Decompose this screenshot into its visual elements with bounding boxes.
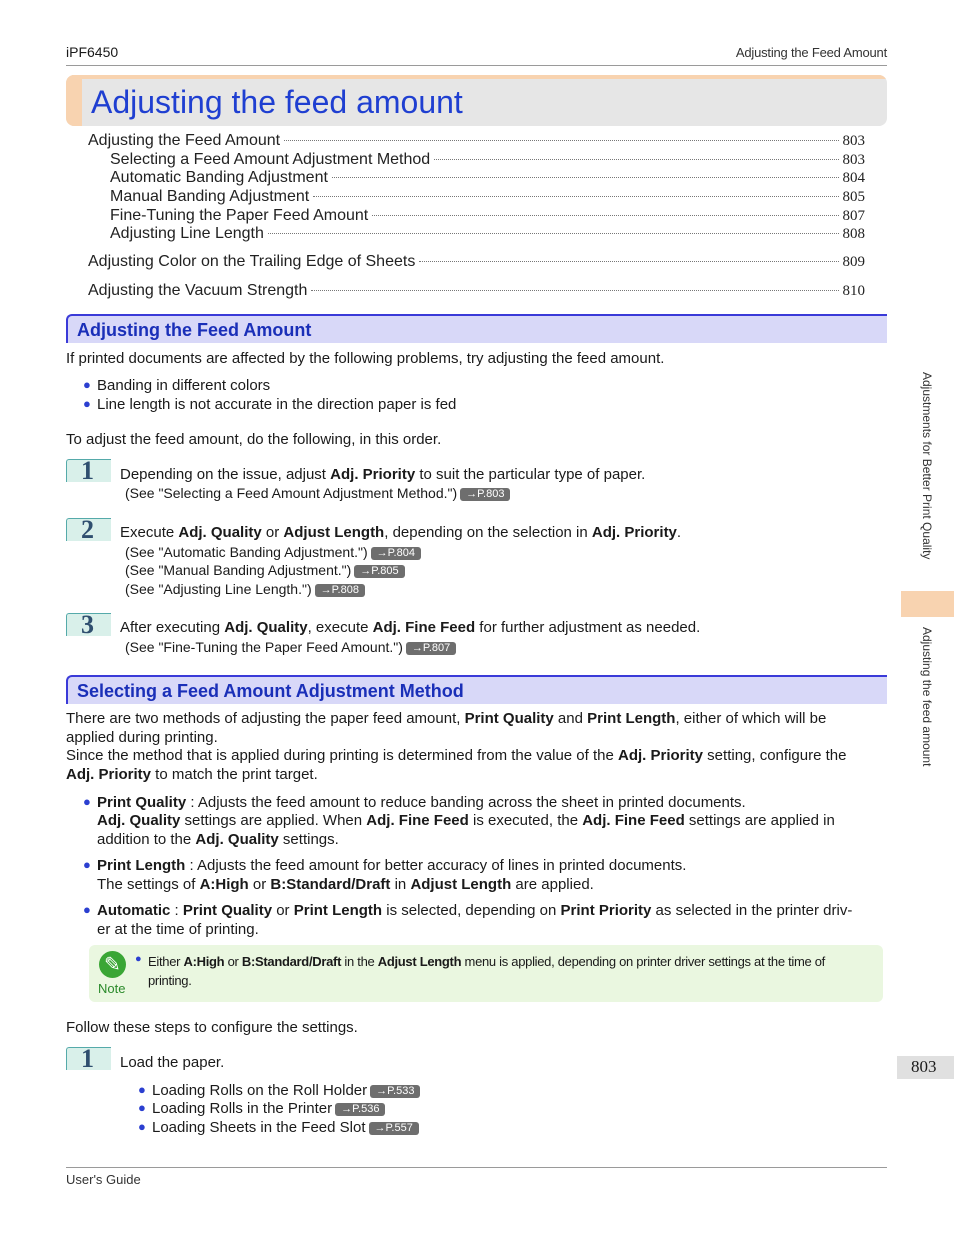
see-reference: (See "Manual Banding Adjustment.") →P.805 <box>125 561 405 580</box>
section1-order: To adjust the feed amount, do the following, in this order. <box>66 431 442 448</box>
list-item: Print Quality : Adjusts the feed amount to reduce banding across the sheet in printed documents. <box>97 794 746 811</box>
toc-item[interactable]: Automatic Banding Adjustment 804 <box>110 169 865 186</box>
section1-intro: If printed documents are affected by the following problems, try adjusting the feed amount. <box>66 350 665 367</box>
page-link[interactable]: →P.808 <box>315 584 365 597</box>
see-reference: (See "Fine-Tuning the Paper Feed Amount.") →P.807 <box>125 638 456 657</box>
bullet-icon: ● <box>83 794 91 809</box>
section-heading: Adjusting the Feed Amount <box>66 314 887 343</box>
page-link[interactable]: →P.803 <box>460 488 510 501</box>
toc-item[interactable]: Fine-Tuning the Paper Feed Amount 807 <box>110 207 865 224</box>
step-text: Execute Adj. Quality or Adjust Length, depending on the selection in Adj. Priority. <box>120 524 682 541</box>
list-item: addition to the Adj. Quality settings. <box>97 831 339 848</box>
bullet-icon: ● <box>83 377 91 392</box>
page-link[interactable]: →P.533 <box>370 1085 420 1098</box>
side-section-label: Adjusting the feed amount <box>920 627 934 767</box>
toc-item[interactable]: Adjusting the Vacuum Strength 810 <box>88 282 865 299</box>
list-item: er at the time of printing. <box>97 921 259 938</box>
page-number: 803 <box>897 1056 954 1079</box>
side-chapter-label: Adjustments for Better Print Quality <box>920 372 934 560</box>
list-item: Line length is not accurate in the direction paper is fed <box>97 396 457 413</box>
step-number-badge: 1 <box>66 459 111 482</box>
toc-item[interactable]: Adjusting Line Length 808 <box>110 225 865 242</box>
see-reference: (See "Adjusting Line Length.") →P.808 <box>125 580 365 599</box>
page-link[interactable]: →P.807 <box>406 642 456 655</box>
section2-paragraph: applied during printing. <box>66 729 218 746</box>
section2-paragraph: There are two methods of adjusting the paper feed amount, Print Quality and Print Length, either of which will be <box>66 710 827 727</box>
step-text: After executing Adj. Quality, execute Adj. Fine Feed for further adjustment as needed. <box>120 619 701 636</box>
follow-text: Follow these steps to configure the settings. <box>66 1019 358 1036</box>
header-rule <box>66 65 887 66</box>
list-item: Loading Rolls in the Printer →P.536 <box>152 1099 385 1118</box>
bullet-icon: ● <box>138 1119 146 1134</box>
section2-paragraph: Since the method that is applied during printing is determined from the value of the Adj. Priority setting, configure the <box>66 747 847 764</box>
bullet-icon: ● <box>83 857 91 872</box>
list-item: Print Length : Adjusts the feed amount for better accuracy of lines in printed documents. <box>97 857 687 874</box>
section2-paragraph: Adj. Priority to match the print target. <box>66 766 318 783</box>
bullet-icon: ● <box>135 953 142 965</box>
page-link[interactable]: →P.557 <box>369 1122 419 1135</box>
toc-item[interactable]: Adjusting the Feed Amount 803 <box>88 132 865 149</box>
toc-item[interactable]: Selecting a Feed Amount Adjustment Method 803 <box>110 151 865 168</box>
step-number-badge: 3 <box>66 613 111 636</box>
footer-rule <box>66 1167 887 1168</box>
bullet-icon: ● <box>138 1100 146 1115</box>
header-section: Adjusting the Feed Amount <box>735 45 887 60</box>
footer-guide: User's Guide <box>66 1172 141 1187</box>
page-title: Adjusting the feed amount <box>91 84 463 120</box>
list-item: Adj. Quality settings are applied. When Adj. Fine Feed is executed, the Adj. Fine Feed settings are applied in <box>97 812 835 829</box>
toc-item[interactable]: Manual Banding Adjustment 805 <box>110 188 865 205</box>
see-reference: (See "Automatic Banding Adjustment.") →P.804 <box>125 543 421 562</box>
page-link[interactable]: →P.804 <box>371 547 421 560</box>
list-item: Loading Sheets in the Feed Slot →P.557 <box>152 1118 419 1137</box>
page-link[interactable]: →P.536 <box>335 1103 385 1116</box>
side-tab-marker <box>901 591 954 617</box>
see-reference: (See "Selecting a Feed Amount Adjustment Method.") →P.803 <box>125 484 510 503</box>
list-item: The settings of A:High or B:Standard/Draft in Adjust Length are applied. <box>97 876 594 893</box>
step-text: Load the paper. <box>120 1054 225 1071</box>
list-item: Automatic : Print Quality or Print Length is selected, depending on Print Priority as selected in the printer driv- <box>97 902 853 919</box>
bullet-icon: ● <box>138 1082 146 1097</box>
header-model: iPF6450 <box>66 44 119 60</box>
note-text: Either A:High or B:Standard/Draft in the Adjust Length menu is applied, depending on printer driver settings at the time of printing. <box>148 954 825 988</box>
bullet-icon: ● <box>83 396 91 411</box>
note-label: Note <box>98 981 126 996</box>
step-number-badge: 1 <box>66 1047 111 1070</box>
pencil-icon: ✎ <box>99 951 126 978</box>
toc-item[interactable]: Adjusting Color on the Trailing Edge of Sheets 809 <box>88 253 865 270</box>
step-text: Depending on the issue, adjust Adj. Priority to suit the particular type of paper. <box>120 466 646 483</box>
list-item: Banding in different colors <box>97 377 271 394</box>
section-heading: Selecting a Feed Amount Adjustment Method <box>66 675 887 704</box>
step-number-badge: 2 <box>66 518 111 541</box>
page-link[interactable]: →P.805 <box>354 565 404 578</box>
list-item: Loading Rolls on the Roll Holder →P.533 <box>152 1081 420 1100</box>
bullet-icon: ● <box>83 902 91 917</box>
